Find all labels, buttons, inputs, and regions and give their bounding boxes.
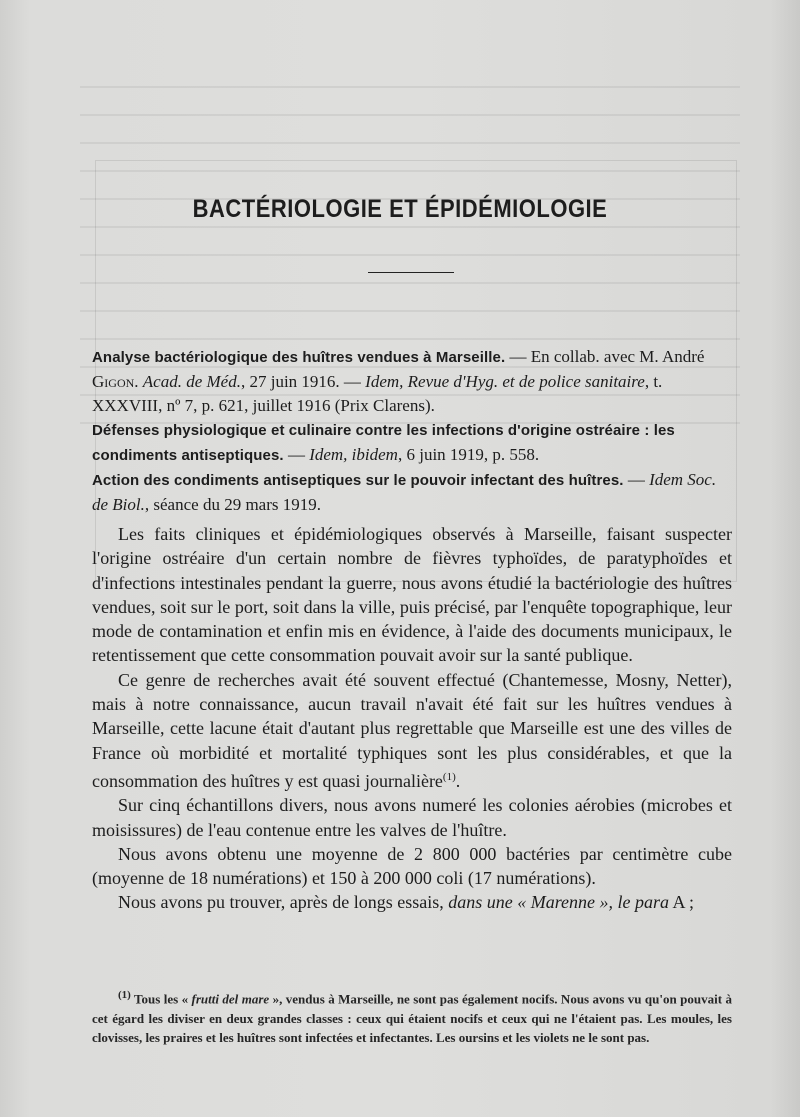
paragraph: Sur cinq échantillons divers, nous avons numeré les colonies aérobies (microbes et moisissures) de l'eau contenue entre les valves de l'huître.: [92, 795, 732, 840]
reference-title: Action des condiments antiseptiques sur le pouvoir infectant des huîtres.: [92, 472, 624, 489]
reference-item: Action des condiments antiseptiques sur le pouvoir infectant des huîtres. — Idem Soc. de Biol., séance du 29 mars 1919.: [92, 470, 717, 514]
journal-name: Idem, ibidem: [309, 445, 398, 464]
page-title: BACTÉRIOLOGIE ET ÉPIDÉMIOLOGIE: [192, 194, 608, 223]
journal-name: Acad. de Méd.: [142, 372, 241, 391]
journal-name: Idem, Revue d'Hyg. et de police sanitaire: [365, 372, 645, 391]
reference-list: [92, 345, 732, 517]
reference-item: Analyse bactériologique des huîtres vendues à Marseille. — En collab. avec M. André Gigon. Acad. de Méd., 27 juin 1916. — Idem, Revue d'Hyg. et de police sanitaire, t. XXXVIII, nº 7, p. 621, juillet 1916 (Prix Clarens).: [92, 347, 705, 415]
footnote: $^{(1)}$ Tous les « frutti del mare », vendus à Marseille, ne sont pas également nocifs. Nous avons vu qu'on pouvait à cet égard les diviser en deux grandes classes : ceux qui étaient nocifs et ceux qui ne l'étaient pas. Les moules, les clovisses, les praires et les huîtres sont infectées et infectantes. Les oursins et les violets ne le sont pas.: [92, 989, 732, 1046]
reference-title: Analyse bactériologique des huîtres vendues à Marseille.: [92, 349, 506, 366]
paragraph: Ce genre de recherches avait été souvent effectué (Chantemesse, Mosny, Netter), mais à notre connaissance, aucun travail n'avait été fait sur les huîtres vendues à Marseille, cette lacune était d'autant plus regrettable que Marseille est une des villes de France où morbidité et mortalité typhiques sont les plus considérables, et que la consommation des huîtres y est quasi journalière$^{(1)}$.: [92, 669, 732, 791]
author-name: Gigon: [92, 372, 135, 391]
paragraph: Les faits cliniques et épidémiologiques observés à Marseille, faisant suspecter l'origine ostréaire d'un certain nombre de fièvres typhoïdes, de paratyphoïdes et d'infections intestinales pendant la guerre, nous avons étudié la bactériologie des huîtres vendues, soit sur le port, soit dans la ville, puis précisé, par l'enquête topographique, leur mode de contamination et enfin mis en évidence, à l'aide des documents municipaux, le retentissement que cette consommation pouvait avoir sur la santé publique.: [92, 524, 732, 666]
reference-item: Défenses physiologique et culinaire contre les infections d'origine ostréaire : les condiments antiseptiques. — Idem, ibidem, 6 juin 1919, p. 558.: [92, 422, 675, 464]
body-text: [92, 522, 732, 915]
footnote-mark: (1): [118, 989, 131, 1001]
paragraph: Nous avons pu trouver, après de longs essais, dans une « Marenne », le para A ;: [118, 892, 695, 913]
title-rule: [368, 272, 454, 273]
reference-title: Défenses physiologique et culinaire contre les infections d'origine ostréaire : les condiments antiseptiques.: [92, 422, 675, 464]
footnote-ref: (1): [442, 770, 456, 783]
paragraph: Nous avons obtenu une moyenne de 2 800 000 bactéries par centimètre cube (moyenne de 18 numérations) et 150 à 200 000 coli (17 numérations).: [92, 843, 732, 889]
journal-name: Idem Soc. de Biol.: [92, 470, 717, 514]
